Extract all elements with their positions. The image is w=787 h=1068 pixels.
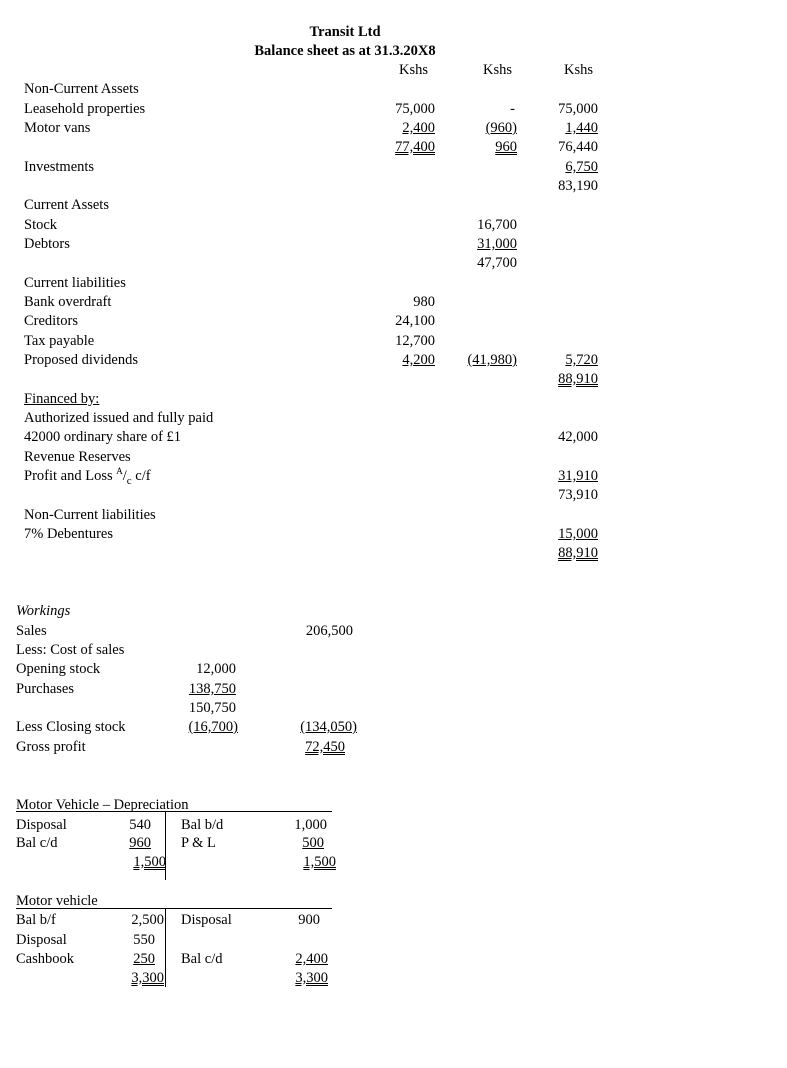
vehicle-debit-label-1: Bal b/f: [16, 912, 56, 928]
opening-stock-label: Opening stock: [16, 661, 101, 677]
vehicle-debit-total: 3,300: [131, 970, 164, 986]
depreciation-credit-label-2: P & L: [181, 835, 216, 851]
depreciation-debit-total: 1,500: [133, 854, 166, 870]
vehicle-credit-label-1: Disposal: [181, 912, 232, 928]
motor-vans-cost: 2,400: [402, 120, 435, 136]
purchases-value: 138,750: [188, 681, 236, 697]
depreciation-debit-value-2: 960: [129, 835, 151, 851]
motor-vans-depreciation: (960): [485, 120, 517, 136]
ca-total: 47,700: [477, 255, 517, 271]
gross-profit-label: Gross profit: [16, 739, 86, 755]
motor-vans-nbv: 1,440: [565, 120, 598, 136]
depreciation-account-title: Motor Vehicle – Depreciation: [16, 797, 189, 813]
overdraft-value: 980: [413, 294, 435, 310]
company-name: Transit Ltd: [309, 24, 381, 40]
leasehold-label: Leasehold properties: [24, 101, 146, 117]
net-assets-total: 88,910: [558, 371, 598, 387]
stock-value: 16,700: [477, 217, 517, 233]
tax-value: 12,700: [395, 333, 435, 349]
gross-profit-value: 72,450: [305, 739, 345, 755]
equity-total: 73,910: [558, 487, 598, 503]
nca-total-cost: 77,400: [395, 139, 435, 155]
profit-loss-label: Profit and Loss $^A/_c$ c/f: [24, 466, 151, 487]
leasehold-nbv: 75,000: [558, 101, 598, 117]
column-header-2: Kshs: [483, 62, 513, 78]
ca-heading: Current Assets: [24, 197, 109, 213]
depreciation-credit-value-1: 1,000: [294, 817, 327, 833]
depreciation-account-top-rule: [16, 811, 332, 812]
leasehold-depreciation: -: [510, 101, 515, 117]
depreciation-debit-value-1: 540: [129, 817, 151, 833]
capital-employed-total: 88,910: [558, 545, 598, 561]
share-capital-value: 42,000: [558, 429, 598, 445]
creditors-value: 24,100: [395, 313, 435, 329]
depreciation-debit-label-1: Disposal: [16, 817, 67, 833]
net-current-assets: 5,720: [565, 352, 598, 368]
vehicle-credit-label-2: Bal c/d: [181, 951, 223, 967]
nca-total-nbv: 76,440: [558, 139, 598, 155]
purchases-label: Purchases: [16, 681, 74, 697]
depreciation-credit-total: 1,500: [303, 854, 336, 870]
vehicle-account-title: Motor vehicle: [16, 893, 98, 909]
closing-stock-label: Less Closing stock: [16, 719, 126, 735]
financed-by-heading: Financed by:: [24, 391, 100, 407]
closing-stock-value: (16,700): [188, 719, 238, 735]
nca-heading: Non-Current Assets: [24, 81, 139, 97]
workings-heading: Workings: [16, 603, 71, 619]
vehicle-credit-value-1: 900: [298, 912, 320, 928]
vehicle-credit-total: 3,300: [295, 970, 328, 986]
stock-label: Stock: [24, 217, 58, 233]
vehicle-account-divider: [165, 909, 166, 987]
depreciation-debit-label-2: Bal c/d: [16, 835, 58, 851]
debtors-label: Debtors: [24, 236, 70, 252]
dividends-label: Proposed dividends: [24, 352, 138, 368]
vehicle-credit-value-2: 2,400: [295, 951, 328, 967]
investments-value: 6,750: [565, 159, 598, 175]
cl-total: (41,980): [467, 352, 517, 368]
column-header-3: Kshs: [564, 62, 594, 78]
sales-value: 206,500: [305, 623, 353, 639]
debentures-label: 7% Debentures: [24, 526, 113, 542]
goods-available-value: 150,750: [188, 700, 236, 716]
sheet-title: Balance sheet as at 31.3.20X8: [254, 43, 436, 59]
investments-label: Investments: [24, 159, 95, 175]
vehicle-debit-value-1: 2,500: [131, 912, 164, 928]
creditors-label: Creditors: [24, 313, 78, 329]
ncl-heading: Non-Current liabilities: [24, 507, 156, 523]
nca-grand-total: 83,190: [558, 178, 598, 194]
profit-loss-value: 31,910: [558, 468, 598, 484]
opening-stock-value: 12,000: [196, 661, 236, 677]
vehicle-debit-value-3: 250: [133, 951, 155, 967]
motor-vans-label: Motor vans: [24, 120, 91, 136]
debtors-value: 31,000: [477, 236, 517, 252]
dividends-value: 4,200: [402, 352, 435, 368]
vehicle-debit-label-3: Cashbook: [16, 951, 74, 967]
vehicle-debit-value-2: 550: [133, 932, 155, 948]
column-header-1: Kshs: [399, 62, 429, 78]
cost-of-sales-value: (134,050): [300, 719, 357, 735]
leasehold-cost: 75,000: [395, 101, 435, 117]
cost-of-sales-label: Less: Cost of sales: [16, 642, 125, 658]
cl-heading: Current liabilities: [24, 275, 126, 291]
tax-label: Tax payable: [24, 333, 95, 349]
depreciation-credit-value-2: 500: [302, 835, 324, 851]
nca-total-depreciation: 960: [495, 139, 517, 155]
depreciation-credit-label-1: Bal b/d: [181, 817, 224, 833]
debentures-value: 15,000: [558, 526, 598, 542]
authorized-label: Authorized issued and fully paid: [24, 410, 214, 426]
reserves-heading: Revenue Reserves: [24, 449, 131, 465]
overdraft-label: Bank overdraft: [24, 294, 112, 310]
vehicle-debit-label-2: Disposal: [16, 932, 67, 948]
vehicle-account-top-rule: [16, 908, 332, 909]
share-capital-label: 42000 ordinary share of £1: [24, 429, 182, 445]
sales-label: Sales: [16, 623, 47, 639]
